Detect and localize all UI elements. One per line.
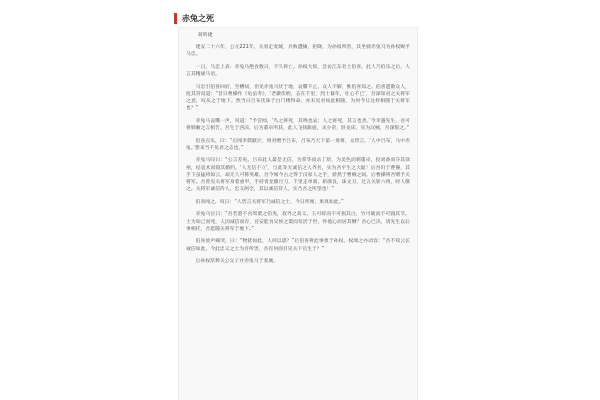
paragraph: 后孙权厚葬关公父子并赤兔马于麦城。: [195, 259, 278, 265]
paragraph: 赤兔马叹曰：“公言差矣。吕布此人最是无信，为荣华而杀丁原，为美色而刺董卓，投刘备而夺其徐州，结袁术而毁其婚约。‘人无信不立’，与此等无诚信之人齐名，实为吾平生之大耻！后吾归于曹操，其手下虽猛将如云，却无人可称英雄。吾今闻今古之得于汉家人之手，骄然于曹贼之间。后曹操将吾赠予关将军。吾曾见关将军身着重甲，手持青龙偃月刀，千里走单骑，斩颜良，诛文丑，过五关斩六将，时人敬之。关将军诚信待人，忠义两全，其以诚信待人，实乃吾之所望也！”: [186, 158, 410, 193]
paragraph: 伯喜放声痛哭，曰：“物犹如此，人何以堪？”后伯喜将此事禀于孙权，权闻之亦动容：“吾不知云长诚信如此，今此忠义之士为吾所害，吾有何面目见关下官生于？”: [186, 239, 410, 252]
paragraph: 马忠引伯喜回府，至槽间，但见赤兔马伏于地，哀嘶不止。众人不解，惟伯喜知之。伯喜遣散众人，抚其背叹道：“昔日曹操作《龟虽寿》，‘老骥伏枥，志在千里，烈士暮年，壮心不已’，吾深知君之关将军之意，叹从之于地下。然当日吕布伏诛于白门楼得命，亦未见君如此相随，为何今日这样相随于关将军也？”: [186, 84, 410, 112]
article-body: [178, 27, 418, 400]
paragraph: 赤兔马哀嘶一声，叹道：“予尝闻，‘鸟之将死，其鸣也哀；人之将死，其言也善。’今幸遇先生，吾可将肺腑之言相告。吾生于西凉，后为董卓所获，此人飞扬跋扈，杀少帝，卧龙床，实为汉贼，吾深恨之。”: [186, 118, 410, 131]
paragraph: 伯喜闻之，叹曰：“人皆言关将军乃诚信之士，今日所闻，果真如此。”: [195, 199, 344, 205]
article-header: [168, 0, 430, 27]
paragraph: 建安二十六年，公元221年，关羽走麦城，兵败遭擒，拒降，为孙权所害，其坐骑赤兔马为孙权赐予马忠。: [186, 45, 410, 58]
title-accent-bar: [174, 13, 177, 24]
paragraph: 赤兔马泣曰：“吾若愿不食周粟之伯夷，叔齐之高义，玉可碎而不可损其白，竹可破而不可毁其节。士为知己而死，人因诚信而存，吾安能食吴侯之粟而苟活于世，怀他心而居其侧？吾心已决，请先生以后事相托，吾愿随关将军于地下。”: [186, 212, 410, 232]
paragraph: 一日，马忠上表：赤兔马绝食数日，不久将亡。孙权大惊，急访江东名士伯喜。此人乃伯乐之后，人言其精通马语。: [186, 64, 410, 77]
paragraph: 伯喜点头，曰：“后闻李儒献计，将君赠予吕布，吕布乃天下第一勇将，众皆言，‘人中吕布，马中赤兔。’想来当不负君之志也。”: [186, 138, 410, 151]
article-author: 蒋昕捷: [198, 33, 213, 38]
article-title: 赤兔之死: [182, 13, 214, 23]
article-page: [168, 0, 430, 400]
